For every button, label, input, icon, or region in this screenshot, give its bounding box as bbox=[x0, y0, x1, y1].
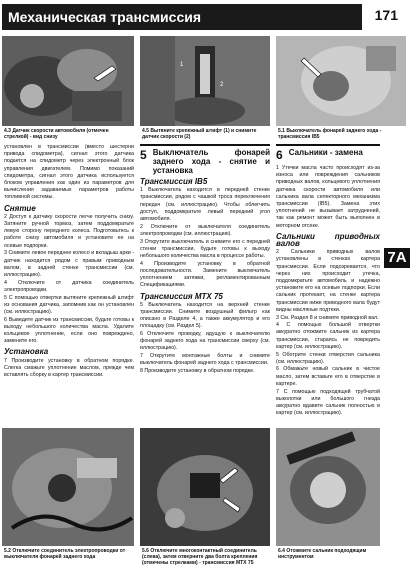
svg-text:2: 2 bbox=[220, 82, 224, 88]
section-5-header bbox=[140, 144, 270, 175]
caption-5-2: 5.2 Отключите соединитель электропроводки от выключателя фонарей заднего хода bbox=[4, 548, 126, 560]
photo-5-2 bbox=[2, 428, 134, 546]
page-number: 171 bbox=[374, 7, 398, 23]
col3-step-1: 1 Утечки масла часто происходят из-за износа или повреждения сальников приводных валов, кольцевого уплотнения датчика скорости автомобиля или сальника вала селекторного механизма трансмиссии (IB5). Замена этих уплотнений не вызывает затруднений, так как ремонт может быть выполнен в моторном отсеке. bbox=[276, 165, 380, 229]
col2-step-1: 1 Выключатель находится в передней стенке трансмиссии, рядом с чашкой троса переключения передач (см. иллюстрацию). Чтобы облегчить доступ, поддомкратьте левый передний угол автомобиля. bbox=[140, 187, 270, 223]
caption-6-4: 6.4 Отожмите сальник подходящим инструментом bbox=[278, 548, 367, 560]
photo-4-3 bbox=[2, 36, 134, 126]
col1-step-3: 3 Снимите левое переднее колесо и вкладыш арки - датчик находится рядом с правым приводным валом, в задней стенке трансмиссии (см. иллюстрацию). bbox=[4, 250, 134, 278]
col1-step-7: 7 Производите установку в обратном порядке. Слегка смажьте уплотнение маслом, прежде чем вставлять сборку в картер трансмиссии. bbox=[4, 357, 134, 379]
photo-6-4 bbox=[276, 428, 380, 546]
svg-text:1: 1 bbox=[180, 62, 184, 68]
col1-step-5: 5 С помощью отвертки вытяните крепежный штифт из основания датчика, запомнив как он установлен (см. иллюстрацию). bbox=[4, 294, 134, 315]
col2-step-7: 7 Открутите монтажные болты и снимите выключатель фонарей заднего хода с трансмиссии. bbox=[140, 353, 270, 367]
section-5-number: 5 bbox=[140, 148, 147, 162]
photo-4-3-image bbox=[2, 36, 134, 126]
column-3 bbox=[276, 144, 380, 418]
col3-step-5: 5 Оботрите стенки отверстия сальника (см. иллюстрацию). bbox=[276, 351, 380, 365]
col1-step-4: 4 Отключите от датчика соединитель электропроводки. bbox=[4, 279, 134, 293]
col3-step-2: 2 Сальники приводных валов установлены в стенках картера трансмиссии. Если подозревается, что через них происходит утечка, поддомкратьте автомобиль и надежно установите его на осевые подпорки. Если сальник протекает, на стенке картера трансмиссии ниже приводного вала будут видны масляные подтеки. bbox=[276, 249, 380, 313]
col2-step-8: 8 Производите установку в обратном порядке. bbox=[140, 368, 255, 375]
caption-5-6: 5.6 Отключите многоконтактный соединитель (слева), затем отверните два болта крепления (отмечены стрелками) - трансмиссия MTX 75 bbox=[142, 548, 258, 566]
col3-step-3: 3 См. Раздел 8 и снимите приводной вал. bbox=[276, 314, 379, 321]
photo-5-2-image bbox=[2, 428, 134, 546]
header-bar bbox=[2, 4, 362, 30]
chapter-tab: 7A bbox=[384, 248, 410, 268]
col1-step-2: 2 Доступ к датчику скорости легче получить снизу. Затяните ручной тормоз, затем поддомкратьте левую сторону переднего колеса. Подготовьтесь к работе снизу автомобиля и установите ее на осевые подпорки. bbox=[4, 213, 134, 249]
column-1 bbox=[4, 144, 134, 380]
photo-6-4-image bbox=[276, 428, 380, 546]
section-6-number: 6 bbox=[276, 148, 283, 162]
col2-step-6: 6 Отключите проводку, идущую к выключателю фонарей заднего хода на трансмиссии сверху (см. иллюстрацию). bbox=[140, 331, 270, 352]
col2-heading-ib5: Трансмиссия IB5 bbox=[140, 177, 208, 186]
section-5-title: Выключатель фонарей заднего хода - снятие и установка bbox=[152, 148, 270, 175]
col2-step-3: 3 Открутите выключатель и снимите его с передней стенки трансмиссии, будьте готовы к выходу небольшого количества масла в процессе работы. bbox=[140, 238, 270, 260]
photo-5-1 bbox=[276, 36, 406, 126]
col2-heading-mtx75: Трансмиссия MTX 75 bbox=[140, 291, 223, 301]
column-2 bbox=[140, 144, 270, 376]
photo-5-6-image bbox=[140, 428, 270, 546]
caption-4-3: 4.3 Датчик скорости автомобиля (отмечен стрелкой) - вид снизу bbox=[4, 128, 109, 140]
caption-5-1: 5.1 Выключатель фонарей заднего хода - трансмиссия IB5 bbox=[278, 128, 382, 140]
col2-step-2: 2 Отключите от выключателя соединитель электропроводки (см. иллюстрацию). bbox=[140, 223, 270, 237]
section-6-title: Сальники - замена bbox=[288, 148, 363, 157]
col3-step-6: 6 Обмажьте новый сальник в чистое масло, затем вставьте его в отверстие в картере. bbox=[276, 366, 380, 387]
photo-4-5 bbox=[140, 36, 270, 126]
photo-5-1-image bbox=[276, 36, 406, 126]
col1-heading-install: Установка bbox=[4, 347, 49, 357]
col3-step-7: 7 С помощью подходящей трубчатой выколотки или большого гнезда аккуратно вдавите сальник полностью в картер (см. иллюстрацию). bbox=[276, 388, 380, 417]
section-6-header bbox=[276, 144, 380, 162]
page-title: Механическая трансмиссия bbox=[8, 9, 202, 25]
col1-intro: установлен в трансмиссии (вместо шестерни привода спидометра), сигнал этого датчика подается на спидометр через электронный блок управления двигателем. Помимо показаний спидометра, сигнал этого датчика используется блоком управления как один из параметров для вычисления задаваемых параметров работы топливной системы. bbox=[4, 144, 134, 201]
col1-heading-removal: Снятие bbox=[4, 203, 36, 213]
col3-heading-seals: Сальники приводных валов bbox=[276, 231, 380, 249]
col3-step-4: 4 С помощью большой отвертки аккуратно отожмите сальник из картера трансмиссии, стараясь не повредить картер (см. иллюстрацию). bbox=[276, 322, 380, 350]
col2-step-5: 5 Выключатель находится на верхней стенке трансмиссии. Снимите воздушный фильтр как описано в Разделе 4, а также аккумулятор и его площадку (см. Раздел 5). bbox=[140, 301, 270, 330]
photo-4-5-image bbox=[140, 36, 270, 126]
photo-5-6 bbox=[140, 428, 270, 546]
col2-step-4: 4 Производите установку в обратной последовательности. Замените выключатель уплотнением затяжки, регламентированным Спецификациями. bbox=[140, 260, 270, 289]
caption-4-5: 4.5 Вытяните крепежный штифт (1) и снимите датчик скорости (2) bbox=[142, 128, 257, 140]
col1-step-6: 6 Выведите датчик из трансмиссии, будьте готовы к выходу небольшого количества масла. Удалите кольцевое уплотнение, если оно повреждено, замените его. bbox=[4, 316, 134, 345]
